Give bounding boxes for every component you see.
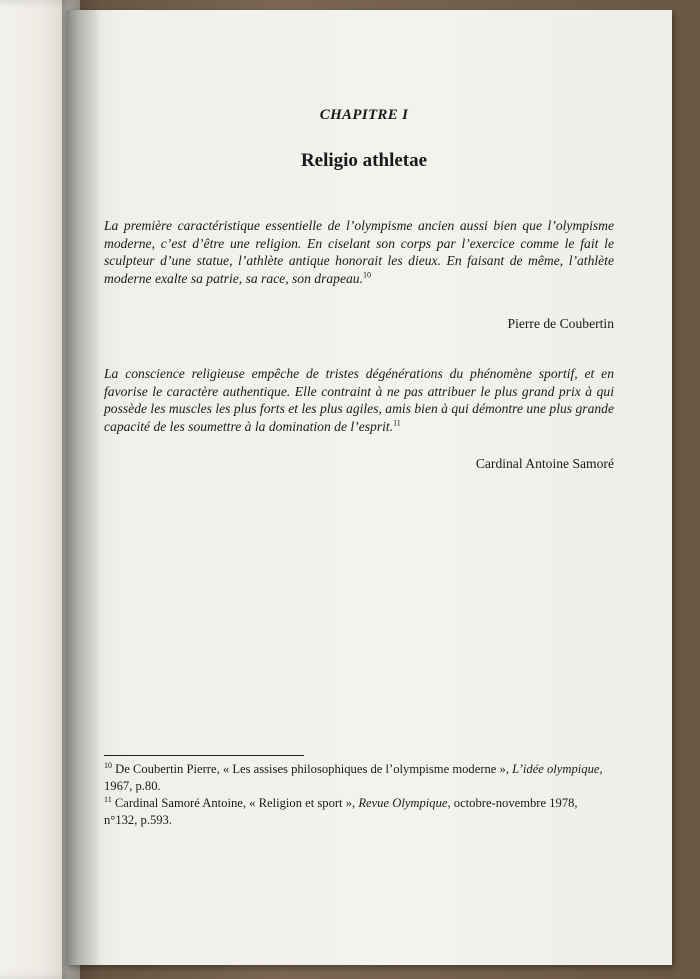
footnote-number: 10 (104, 760, 112, 770)
footnote-source-title: L’idée olympique (512, 762, 600, 776)
epigraph-quote (104, 365, 614, 435)
footnote-reference: 11 (393, 417, 401, 427)
epigraph-text: La conscience religieuse empêche de tristes dégénérations du phénomène sportif, et en favorise le caractère authentique. Elle contraint à ne pas attribuer le plus grand prix à qui possède les muscles les plus forts et les plus agiles, amis bien à qui démontre une plus grande capacité de les soumettre à la domination de l’esprit. (104, 366, 614, 434)
footnote (104, 761, 614, 795)
chapter-label: CHAPITRE I (319, 107, 409, 123)
chapter-title: Religio athletae (300, 150, 428, 171)
footnote-reference: 10 (363, 269, 371, 279)
book-gutter (62, 0, 102, 979)
footnote-text: Cardinal Samoré Antoine, « Religion et sport », (114, 796, 359, 810)
footnote-text: De Coubertin Pierre, « Les assises philosophiques de l’olympisme moderne », (115, 762, 513, 776)
footnote-text-end: , 1967, p.80. (104, 762, 603, 793)
epigraph-author: Pierre de Coubertin (507, 316, 614, 331)
footnote-source-title: Revue Olympique (358, 796, 448, 810)
footnote-number: 11 (104, 794, 112, 804)
epigraph-text: La première caractéristique essentielle de l’olympisme ancien aussi bien que l’olympisme moderne, c’est d’être une religion. En ciselant son corps par l’exercice comme le fait le sculpteur d’une statue, l’athlète antique honorait les dieux. En faisant de même, l’athlète moderne exalte sa patrie, sa race, son drapeau. (104, 218, 614, 286)
footnote (104, 795, 614, 829)
footnote-text-end: , octobre-novembre 1978, n°132, p.593. (104, 796, 578, 827)
epigraph-author: Cardinal Antoine Samoré (475, 456, 614, 471)
book-page (66, 10, 672, 965)
footnote-separator (104, 755, 304, 756)
epigraph-quote (104, 217, 614, 287)
